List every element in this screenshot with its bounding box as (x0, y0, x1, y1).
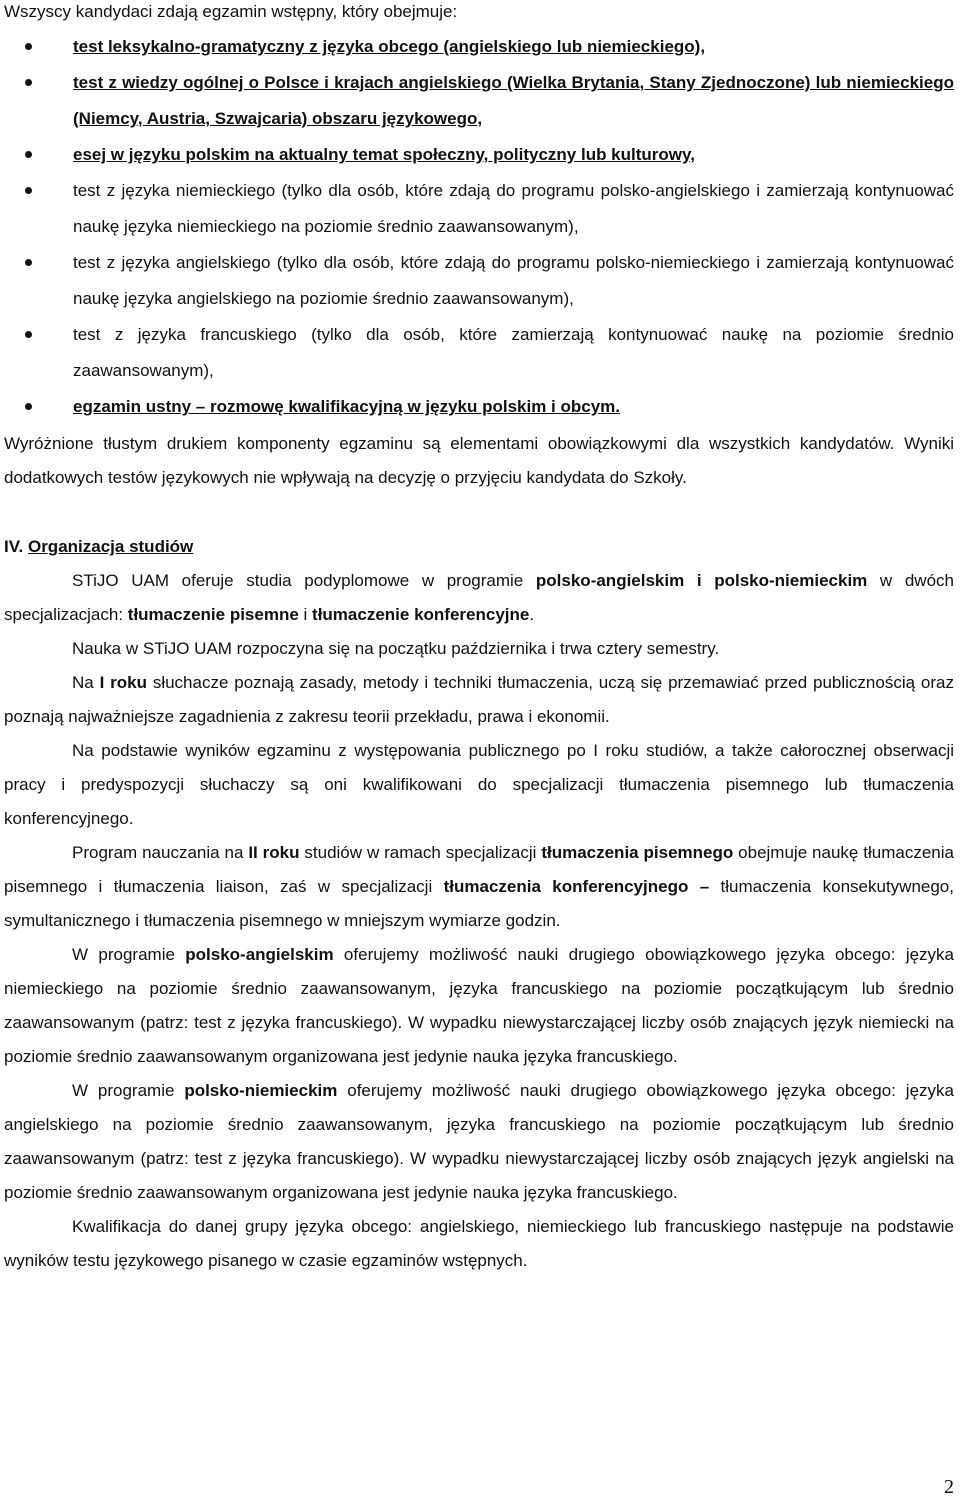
paragraph-text: studiów w ramach specjalizacji (299, 843, 542, 862)
exam-item-text: test z języka niemieckiego (tylko dla osób, które zdają do programu polsko-angielskiego i zamierzają kontynuować naukę języka niemieckiego na poziomie średnio zaawansowanym), (73, 181, 954, 236)
bold-text: polsko-niemieckim (184, 1081, 338, 1100)
bullet-icon (25, 43, 32, 50)
section-title: Organizacja studiów (27, 537, 194, 556)
bullet-icon (25, 151, 32, 158)
paragraph-text: oferujemy możliwość nauki drugiego obowiązkowego języka obcego: języka angielskiego na poziomie średnio zaawansowanym, języka francuskiego na poziomie początkującym lub średnio zaawansowanym (patrz: test z języka francuskiego). W wypadku niewystarczającej liczby osób znających język angielski na poziomie średnio zaawansowanym organizowana jest jedynie nauka języka francuskiego. (4, 1081, 954, 1202)
paragraph-text: tłumaczenia konsekutywnego, symultanicznego i tłumaczenia pisemnego w mniejszym wymiarze godzin. (4, 877, 954, 930)
document-page (4, 0, 954, 1278)
list-item (4, 137, 954, 173)
paragraph-text: obejmuje naukę tłumaczenia pisemnego i tłumaczenia liaison, zaś w specjalizacji (4, 843, 954, 896)
exam-item-text: egzamin ustny – rozmowę kwalifikacyjną w języku polskim i obcym. (73, 397, 621, 416)
list-item (4, 245, 954, 317)
bold-text: I roku (99, 673, 147, 692)
bullet-icon (25, 259, 32, 266)
list-item (4, 65, 954, 137)
paragraph-text: STiJO UAM oferuje studia podyplomowe w programie (72, 571, 536, 590)
exam-item-text: test z języka francuskiego (tylko dla osób, które zamierzają kontynuować naukę na poziomie średnio zaawansowanym), (73, 325, 954, 380)
bullet-icon (25, 403, 32, 410)
paragraph-text: słuchacze poznają zasady, metody i techniki tłumaczenia, uczą się przemawiać przed publicznością oraz poznają najważniejsze zagadnienia z zakresu teorii przekładu, prawa i ekonomii. (4, 673, 954, 726)
exam-item-text: esej w języku polskim na aktualny temat społeczny, polityczny lub kulturowy, (73, 145, 695, 164)
paragraph-text: w dwóch specjalizacjach: (4, 571, 954, 624)
list-item (4, 317, 954, 389)
paragraph-text: i (298, 605, 313, 624)
bold-text: tłumaczenie konferencyjne (312, 605, 530, 624)
bold-text: tłumaczenia pisemnego (541, 843, 734, 862)
list-item (4, 389, 954, 425)
bold-text: tłumaczenie pisemne (127, 605, 299, 624)
paragraph-first-year (4, 666, 954, 734)
note-paragraph (4, 427, 954, 495)
paragraph-polish-english (4, 938, 954, 1074)
bullet-icon (25, 79, 32, 86)
paragraph-text: W programie (72, 945, 186, 964)
note-text-1: Wyróżnione tłustym drukiem komponenty egzaminu są elementami obowiązkowymi dla wszystkich kandydatów. (4, 434, 895, 453)
paragraph-polish-german (4, 1074, 954, 1210)
paragraph-text: oferujemy możliwość nauki drugiego obowiązkowego języka obcego: języka niemieckiego na poziomie średnio zaawansowanym, języka francuskiego na poziomie początkującym lub średnio zaawansowanym (patrz: test z języka francuskiego). W wypadku niewystarczającej liczby osób znających język niemiecki na poziomie średnio zaawansowanym organizowana jest jedynie nauka języka francuskiego. (4, 945, 954, 1066)
exam-item-text: test leksykalno-gramatyczny z języka obcego (angielskiego lub niemieckiego), (73, 37, 706, 56)
intro-text: Wszyscy kandydaci zdają egzamin wstępny, który obejmuje: (4, 2, 458, 21)
exam-item-text: test z języka angielskiego (tylko dla osób, które zdają do programu polsko-niemieckiego i zamierzają kontynuować naukę języka angielskiego na poziomie średnio zaawansowanym), (73, 253, 954, 308)
paragraph-text: W programie (72, 1081, 185, 1100)
paragraph-text: . (529, 605, 535, 624)
page-number: 2 (944, 1476, 954, 1498)
paragraph-qualification: Na podstawie wyników egzaminu z występowania publicznego po I roku studiów, a także całorocznej obserwacji pracy i predyspozycji słuchaczy są oni kwalifikowani do specjalizacji tłumaczenia pisemnego lub tłumaczenia konferencyjnego. (4, 741, 954, 828)
note-text-2: Wyniki dodatkowych testów językowych nie wpływają na decyzję o przyjęciu kandydata do Szkoły. (4, 434, 954, 487)
bold-text: polsko-angielskim i polsko-niemieckim (535, 571, 868, 590)
paragraph-text: Program nauczania na (72, 843, 249, 862)
bold-text: II roku (248, 843, 300, 862)
exam-components-list (4, 29, 954, 425)
bullet-icon (25, 331, 32, 338)
paragraph-programs (4, 564, 954, 632)
list-item (4, 29, 954, 65)
section-heading (4, 530, 954, 564)
section-number: IV. (4, 537, 24, 556)
paragraph-duration: Nauka w STiJO UAM rozpoczyna się na początku października i trwa cztery semestry. (72, 639, 720, 658)
paragraph-second-year (4, 836, 954, 938)
list-item (4, 173, 954, 245)
exam-item-text: test z wiedzy ogólnej o Polsce i krajach angielskiego (Wielka Brytania, Stany Zjednoczone) lub niemieckiego (Niemcy, Austria, Szwajcaria) obszaru językowego, (73, 73, 954, 128)
bullet-icon (25, 187, 32, 194)
paragraph-text: Na (72, 673, 100, 692)
paragraph-language-groups: Kwalifikacja do danej grupy języka obcego: angielskiego, niemieckiego lub francuskiego następuje na podstawie wyników testu językowego pisanego w czasie egzaminów wstępnych. (4, 1217, 954, 1270)
bold-text: polsko-angielskim (185, 945, 334, 964)
bold-text: tłumaczenia konferencyjnego – (443, 877, 710, 896)
